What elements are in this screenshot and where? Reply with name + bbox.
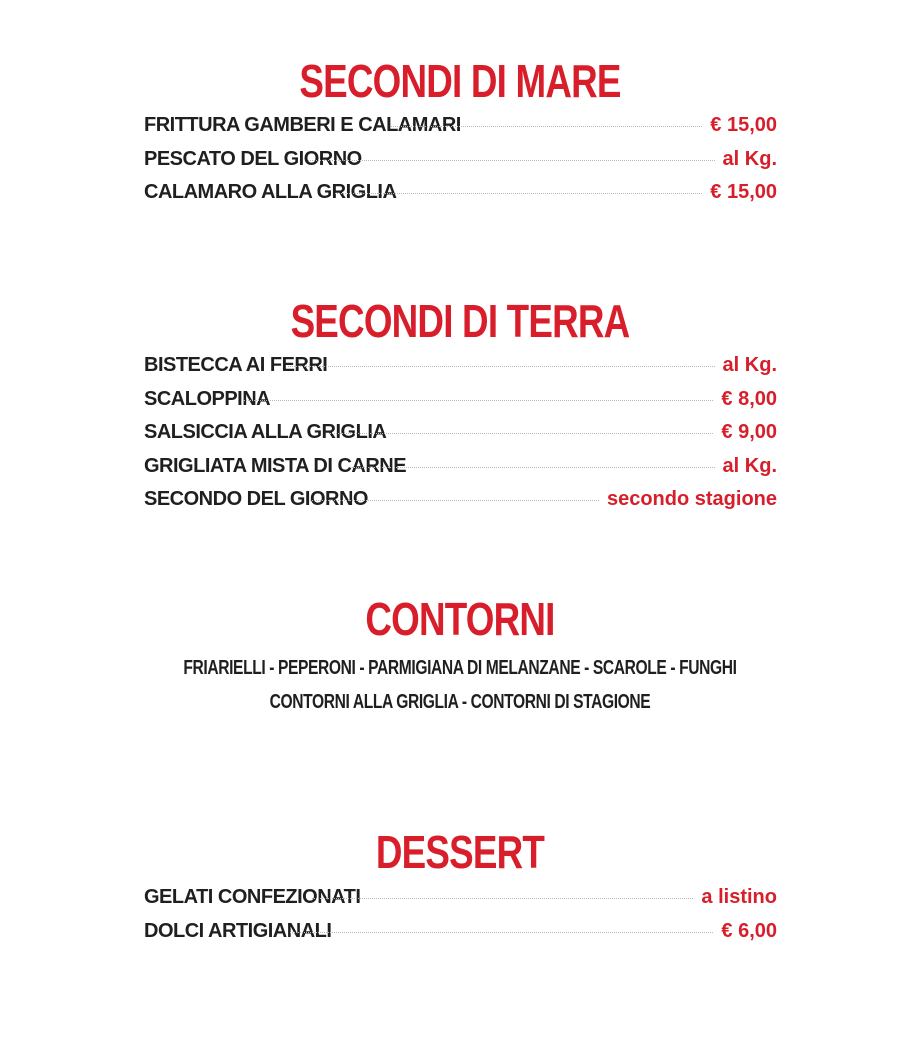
item-name: GELATI CONFEZIONATI bbox=[144, 886, 361, 908]
item-name: SALSICCIA ALLA GRIGLIA bbox=[144, 421, 387, 443]
menu-item bbox=[144, 114, 777, 148]
item-name: BISTECCA AI FERRI bbox=[144, 354, 328, 376]
item-price: € 15,00 bbox=[710, 114, 777, 136]
menu-item bbox=[144, 421, 777, 455]
contorni-list bbox=[0, 651, 920, 719]
item-price: € 9,00 bbox=[721, 421, 777, 443]
items-secondi-di-mare bbox=[144, 114, 777, 215]
section-dessert bbox=[0, 826, 920, 878]
dotted-leader bbox=[390, 126, 702, 127]
item-price: secondo stagione bbox=[606, 488, 777, 510]
menu-item bbox=[144, 181, 777, 215]
menu-item bbox=[144, 354, 777, 388]
item-price: al Kg. bbox=[722, 147, 777, 170]
menu-item bbox=[144, 920, 777, 954]
item-price: al Kg. bbox=[722, 354, 777, 376]
item-name: CALAMARO ALLA GRIGLIA bbox=[144, 181, 397, 203]
dotted-leader bbox=[288, 366, 715, 367]
menu-item bbox=[144, 488, 777, 522]
items-dessert bbox=[144, 886, 777, 953]
section-title: SECONDI DI TERRA bbox=[290, 295, 630, 347]
section-title: SECONDI DI MARE bbox=[299, 55, 621, 107]
item-name: FRITTURA GAMBERI E CALAMARI bbox=[144, 114, 461, 136]
contorni-line: CONTORNI ALLA GRIGLIA - CONTORNI DI STAGIONE bbox=[269, 691, 651, 713]
dotted-leader bbox=[308, 160, 715, 161]
dotted-leader bbox=[310, 500, 599, 501]
section-title: DESSERT bbox=[375, 826, 545, 878]
dotted-leader bbox=[330, 433, 713, 434]
dotted-leader bbox=[335, 193, 702, 194]
section-secondi-di-mare bbox=[0, 55, 920, 107]
item-price: al Kg. bbox=[722, 454, 777, 477]
items-secondi-di-terra bbox=[144, 354, 777, 522]
section-secondi-di-terra bbox=[0, 295, 920, 347]
menu-item bbox=[144, 148, 777, 182]
item-name: SECONDO DEL GIORNO bbox=[144, 488, 368, 510]
item-name: DOLCI ARTIGIANALI bbox=[144, 919, 332, 942]
contorni-line: FRIARIELLI - PEPERONI - PARMIGIANA DI MELANZANE - SCAROLE - FUNGHI bbox=[183, 657, 737, 679]
dotted-leader bbox=[350, 467, 715, 468]
item-price: € 8,00 bbox=[721, 387, 777, 410]
item-price: € 6,00 bbox=[721, 919, 777, 942]
item-price: € 15,00 bbox=[710, 181, 777, 203]
dotted-leader bbox=[290, 932, 713, 933]
section-title: CONTORNI bbox=[365, 593, 555, 645]
item-name: PESCATO DEL GIORNO bbox=[144, 147, 362, 170]
menu-item bbox=[144, 886, 777, 920]
dotted-leader bbox=[312, 898, 693, 899]
item-name: GRIGLIATA MISTA DI CARNE bbox=[144, 454, 407, 477]
dotted-leader bbox=[244, 400, 713, 401]
item-name: SCALOPPINA bbox=[144, 387, 271, 410]
section-contorni bbox=[0, 593, 920, 645]
menu-item bbox=[144, 388, 777, 422]
menu-item bbox=[144, 455, 777, 489]
item-price: a listino bbox=[701, 886, 777, 908]
